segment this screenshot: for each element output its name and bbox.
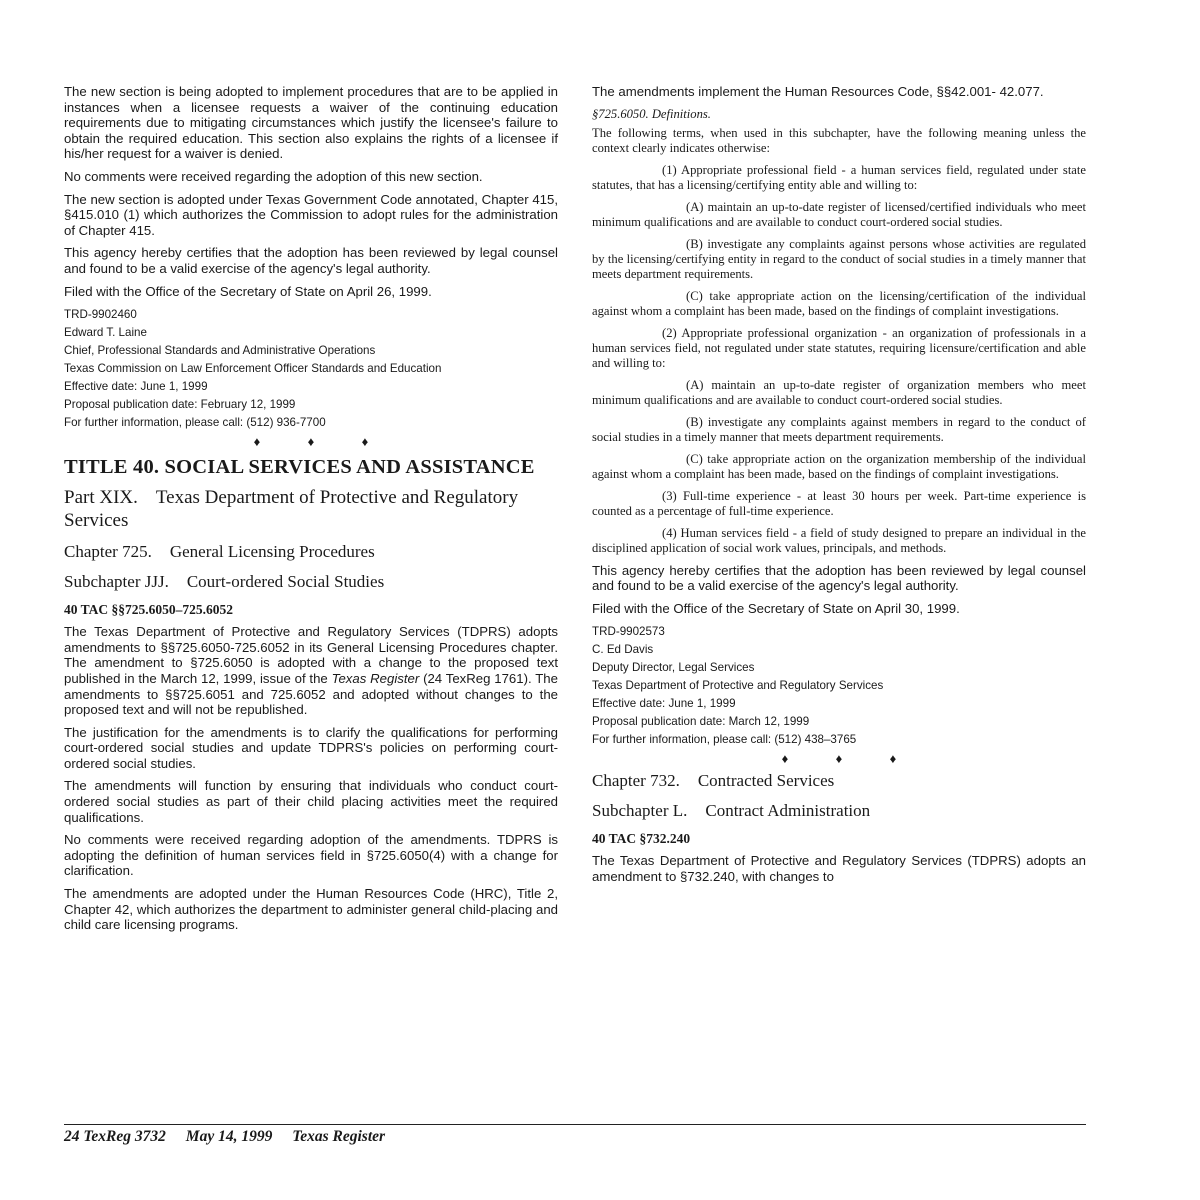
definition-subitem: (A) maintain an up-to-date register of organization members who meet minimum qualifications and are available to conduct court-ordered social studies. [592,377,1086,407]
filing-line: For further information, please call: (512) 936-7700 [64,416,326,430]
filing-line: For further information, please call: (512) 438–3765 [592,733,857,747]
definition-subitem: (B) investigate any complaints against persons whose activities are regulated by the licensing/certifying entity in regard to the conduct of social studies in a timely manner that meets department requirements. [592,236,1086,281]
diamond-icon: ♦ [889,751,897,767]
footer-rule [64,1124,1086,1125]
chapter-name: General Licensing Procedures [169,542,375,562]
definition-subitem: (B) investigate any complaints against members in regard to the conduct of social studies in a timely manner that meets department requirements. [592,414,1086,444]
filing-line: Effective date: June 1, 1999 [592,697,736,711]
body-paragraph: The amendments are adopted under the Human Resources Code (HRC), Title 2, Chapter 42, which authorizes the department to administer general child-placing and child care licensing programs. [64,886,558,933]
definitions-intro: The following terms, when used in this subchapter, have the following meaning unless the context clearly indicates otherwise: [592,125,1086,155]
title-heading: TITLE 40. SOCIAL SERVICES AND ASSISTANCE [64,456,535,479]
section-separator [592,751,1086,767]
subchapter-label: Subchapter JJJ. [64,572,169,592]
intro-paragraph: This agency hereby certifies that the adoption has been reviewed by legal counsel and found to be a valid exercise of the agency's legal authority. [64,245,558,276]
tac-citation: 40 TAC §§725.6050–725.6052 [64,602,234,618]
tac-citation: 40 TAC §732.240 [592,831,691,847]
chapter-label: Chapter 725. [64,542,152,562]
chapter-name: Contracted Services [697,771,835,791]
filing-line: C. Ed Davis [592,643,654,657]
implement-statement: The amendments implement the Human Resources Code, §§42.001- 42.077. [592,84,1044,99]
diamond-icon: ♦ [361,434,369,450]
filing-line: Deputy Director, Legal Services [592,661,755,675]
part-label: Part XIX. [64,487,138,509]
definition-subitem: (A) maintain an up-to-date register of licensed/certified individuals who meet minimum qualifications and are available to conduct court-ordered social studies. [592,199,1086,229]
filing-line: Proposal publication date: February 12, 1999 [64,398,296,412]
filing-info [64,306,558,432]
intro-paragraph: No comments were received regarding the adoption of this new section. [64,168,483,184]
section-separator [64,434,558,450]
filing-line: Chief, Professional Standards and Administrative Operations [64,344,376,358]
diamond-icon: ♦ [835,751,843,767]
filed-statement: Filed with the Office of the Secretary of State on April 30, 1999. [592,600,960,616]
footer-date: May 14, 1999 [185,1128,273,1145]
intro-paragraph: The new section is adopted under Texas Government Code annotated, Chapter 415, §415.010 (1) which authorizes the Commission to adopt rules for the administration of Chapter 415. [64,191,558,238]
footer-issue: 24 TexReg 3732 [64,1128,166,1145]
definition-item: (3) Full-time experience - at least 30 hours per week. Part-time experience is counted as a percentage of full-time experience. [592,488,1086,518]
chapter-heading [592,771,1086,791]
body-paragraph: The Texas Department of Protective and Regulatory Services (TDPRS) adopts amendments to §§725.6050-725.6052 in its General Licensing Procedures chapter. The amendment to §725.6050 is adopted with a change to the proposed text published in the March 12, 1999, issue of the Texas Register (24 TexReg 1761). The amendments to §§725.6051 and 725.6052 and adopted without changes to the proposed text and will not be republished. [64,624,558,718]
chapter-label: Chapter 732. [592,771,680,791]
filing-line: Proposal publication date: March 12, 1999 [592,715,810,729]
filing-line: TRD-9902573 [592,625,665,639]
section-heading: §725.6050. Definitions. [592,106,711,121]
filed-statement: Filed with the Office of the Secretary of State on April 26, 1999. [64,283,432,299]
definition-subitem: (C) take appropriate action on the organization membership of the individual against whom a complaint has been made, based on the findings of complaint investigations. [592,451,1086,481]
part-name: Texas Department of Protective and Regulatory Services [64,487,519,532]
definition-item: (1) Appropriate professional field - a human services field, regulated under state statutes, that has a licensing/certifying entity able and willing to: [592,162,1086,192]
part-heading [64,486,558,532]
page-footer [64,1128,401,1146]
diamond-icon: ♦ [253,434,261,450]
subchapter-label: Subchapter L. [592,801,688,821]
body-paragraph: The justification for the amendments is to clarify the qualifications for performing court-ordered social studies and update TDPRS's policies on performing court-ordered social studies. [64,724,558,771]
filing-line: Edward T. Laine [64,326,147,340]
subchapter-name: Contract Administration [705,801,871,821]
right-column [592,84,1086,892]
subchapter-heading [64,572,558,592]
body-paragraph: No comments were received regarding adoption of the amendments. TDPRS is adopting the definition of human services field in §725.6050(4) with a change for clarification. [64,832,558,879]
definition-item: (4) Human services field - a field of study designed to prepare an individual in the disciplined application of social work values, principals, and methods. [592,525,1086,555]
filing-line: TRD-9902460 [64,308,137,322]
subchapter-heading [592,801,1086,821]
filing-line: Texas Department of Protective and Regulatory Services [592,679,884,693]
chapter-heading [64,542,558,562]
subchapter-name: Court-ordered Social Studies [186,572,385,592]
footer-publication: Texas Register [292,1128,386,1145]
definition-subitem: (C) take appropriate action on the licensing/certification of the individual against whom a complaint has been made, based on the findings of complaint investigations. [592,288,1086,318]
left-column [64,84,558,940]
filing-info [592,623,1086,749]
certify-statement: This agency hereby certifies that the adoption has been reviewed by legal counsel and found to be a valid exercise of the agency's legal authority. [592,562,1086,594]
filing-line: Effective date: June 1, 1999 [64,380,208,394]
diamond-icon: ♦ [307,434,315,450]
intro-paragraph: The new section is being adopted to implement procedures that are to be applied in instances when a licensee requests a waiver of the continuing education requirements due to mitigating circumstances which justify the licensee's failure to obtain the required education. This section also explains the rights of a licensee if his/her request for a waiver is denied. [64,84,558,162]
body-paragraph: The amendments will function by ensuring that individuals who conduct court-ordered social studies as part of their child placing activities meet the required qualifications. [64,778,558,825]
diamond-icon: ♦ [781,751,789,767]
filing-line: Texas Commission on Law Enforcement Officer Standards and Education [64,362,442,376]
definition-item: (2) Appropriate professional organization - an organization of professionals in a human services field, not regulated under state statutes, requiring licensure/certification and able and willing to: [592,325,1086,370]
body-paragraph: The Texas Department of Protective and Regulatory Services (TDPRS) adopts an amendment to §732.240, with changes to [592,853,1086,884]
